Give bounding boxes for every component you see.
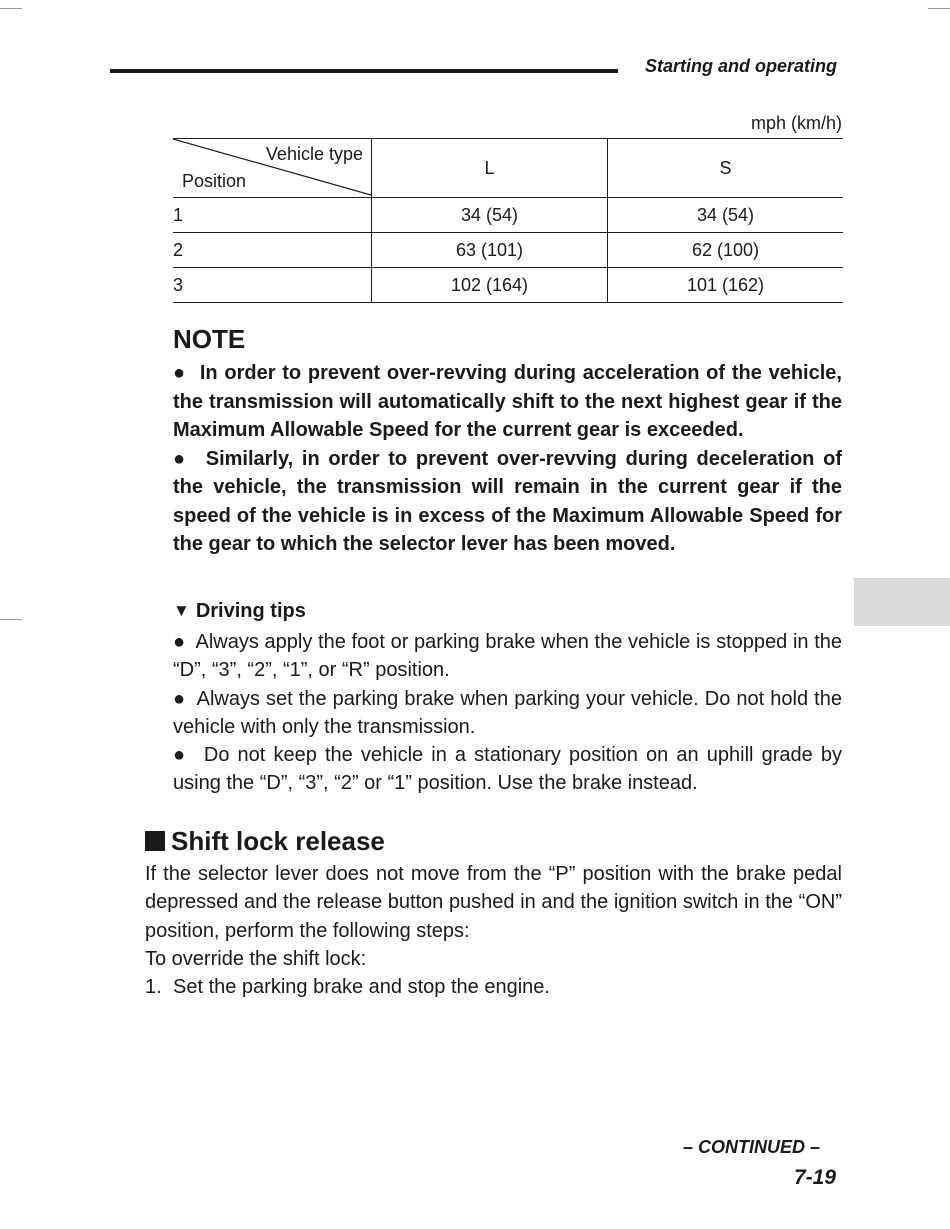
continued-label: – CONTINUED – bbox=[682, 1137, 820, 1157]
note-heading: NOTE bbox=[173, 324, 246, 354]
bullet-icon: ● bbox=[173, 744, 188, 767]
table-header-row bbox=[173, 139, 843, 198]
shift-lock-override: To override the shift lock: bbox=[145, 947, 367, 970]
note-item bbox=[173, 445, 842, 559]
driving-tips-title: Driving tips bbox=[195, 600, 306, 622]
speed-cell-l: 102 (164) bbox=[372, 268, 608, 303]
shift-lock-heading bbox=[145, 826, 385, 857]
note-body bbox=[173, 359, 842, 559]
chapter-thumb-tab bbox=[854, 578, 950, 626]
speed-cell-s: 34 (54) bbox=[608, 198, 844, 233]
driving-tips-body bbox=[173, 628, 842, 798]
position-cell: 3 bbox=[173, 268, 372, 303]
speed-cell-s: 62 (100) bbox=[608, 233, 844, 268]
page-number: 7-19 bbox=[793, 1166, 836, 1189]
shift-lock-body bbox=[145, 860, 842, 1001]
note-item bbox=[173, 359, 842, 445]
column-header-s: S bbox=[608, 139, 844, 198]
position-cell: 2 bbox=[173, 233, 372, 268]
bullet-icon: ● bbox=[173, 631, 186, 653]
square-bullet-icon bbox=[145, 831, 165, 851]
step-text: Set the parking brake and stop the engine. bbox=[173, 976, 550, 999]
driving-tips-heading bbox=[173, 600, 306, 623]
corner-vehicle-type-label: Vehicle type bbox=[265, 144, 363, 164]
note-item-text: In order to prevent over-revving during acceleration of the vehicle, the transmission will automatically shift to the next highest gear if the Maximum Allowable Speed for the current gear is exceeded. bbox=[173, 362, 842, 441]
step-number: 1. bbox=[145, 976, 162, 999]
tip-item-text: Always set the parking brake when parking your vehicle. Do not hold the vehicle with only the transmission. bbox=[173, 687, 842, 738]
speed-cell-l: 63 (101) bbox=[372, 233, 608, 268]
table-row bbox=[173, 198, 843, 233]
table-corner-cell bbox=[173, 139, 372, 198]
crop-mark bbox=[0, 8, 22, 9]
step-item bbox=[145, 973, 842, 1001]
header-rule bbox=[110, 69, 618, 73]
speed-cell-s: 101 (162) bbox=[608, 268, 844, 303]
column-header-l: L bbox=[372, 139, 608, 198]
tip-item bbox=[173, 628, 842, 685]
triangle-down-icon: ▼ bbox=[173, 601, 190, 620]
bullet-icon: ● bbox=[173, 362, 187, 384]
crop-mark bbox=[928, 8, 950, 9]
table-row bbox=[173, 268, 843, 303]
crop-mark bbox=[0, 619, 22, 620]
note-item-text: Similarly, in order to prevent over-revving during deceleration of the vehicle, the transmission will remain in the current gear if the speed of the vehicle is in excess of the Maximum Allowable Speed for the gear to which the selector lever has been moved. bbox=[173, 447, 842, 555]
table-unit-label: mph (km/h) bbox=[750, 113, 842, 133]
tip-item-text: Do not keep the vehicle in a stationary position on an uphill grade by using the “D”, “3”, “2” or “1” position. Use the brake instead. bbox=[173, 744, 842, 795]
speed-cell-l: 34 (54) bbox=[372, 198, 608, 233]
bullet-icon: ● bbox=[173, 687, 186, 710]
tip-item bbox=[173, 685, 842, 742]
tip-item-text: Always apply the foot or parking brake when the vehicle is stopped in the “D”, “3”, “2”, “1”, or “R” position. bbox=[173, 631, 842, 682]
position-cell: 1 bbox=[173, 198, 372, 233]
shift-lock-intro: If the selector lever does not move from the “P” position with the brake pedal depressed and the release button pushed in and the ignition switch in the “ON” position, perform the following steps: bbox=[145, 863, 842, 942]
shift-lock-title: Shift lock release bbox=[171, 826, 385, 856]
bullet-icon: ● bbox=[173, 447, 189, 470]
tip-item bbox=[173, 741, 842, 798]
max-speed-table bbox=[173, 138, 843, 303]
table-row bbox=[173, 233, 843, 268]
section-title: Starting and operating bbox=[644, 56, 837, 76]
corner-position-label: Position bbox=[182, 171, 247, 191]
